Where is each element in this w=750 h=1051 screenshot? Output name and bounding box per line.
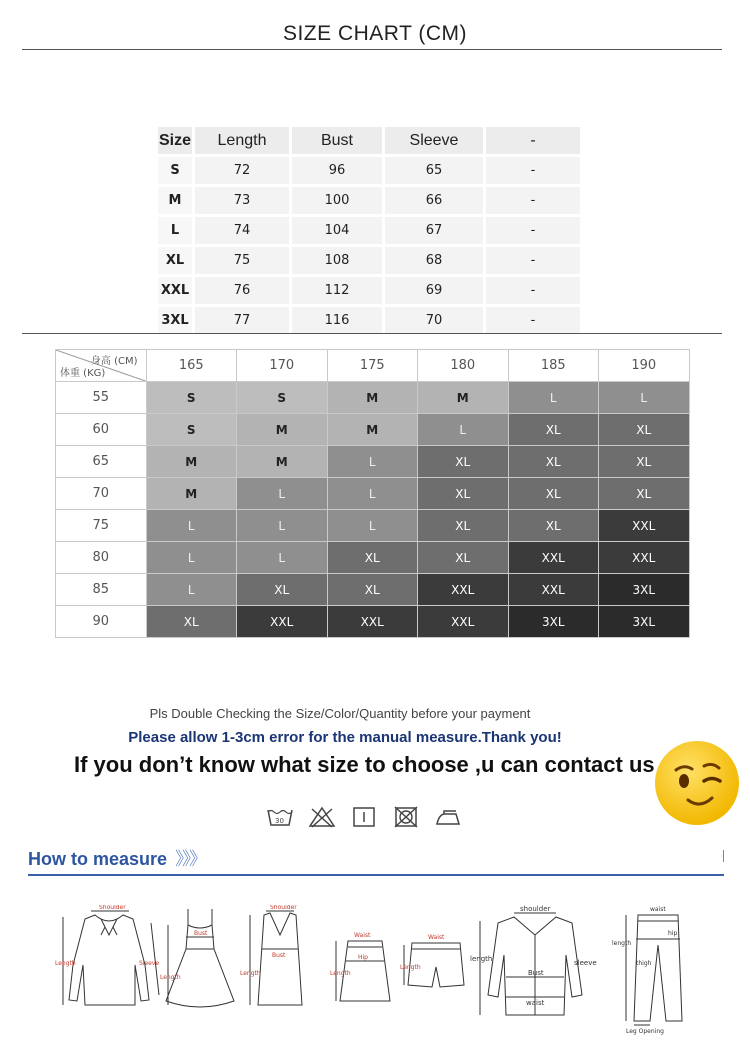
grid-row xyxy=(56,446,690,478)
bust-cell: 108 xyxy=(292,247,382,274)
length-label: Length xyxy=(330,970,351,977)
sleeve-cell: 67 xyxy=(385,217,483,244)
grid-corner-cell xyxy=(56,350,147,382)
size-cell: M xyxy=(327,382,418,414)
sleeve-cell: 66 xyxy=(385,187,483,214)
size-cell: S xyxy=(237,382,328,414)
grid-row xyxy=(56,574,690,606)
extra-cell: - xyxy=(486,277,580,304)
header-cell: Bust xyxy=(292,127,382,154)
size-cell: XXL xyxy=(237,606,328,638)
size-cell: L xyxy=(237,478,328,510)
length-cell: 75 xyxy=(195,247,289,274)
iron-icon xyxy=(434,806,462,828)
sleeve-label: Sleeve xyxy=(139,960,160,967)
size-cell: XL xyxy=(508,446,599,478)
sleeve-cell: 70 xyxy=(385,307,483,334)
tumble-dry-icon xyxy=(350,806,378,828)
table-row xyxy=(158,277,580,304)
section-divider xyxy=(22,333,722,334)
length-cell: 73 xyxy=(195,187,289,214)
sleeve-cell: 69 xyxy=(385,277,483,304)
size-cell: XXL xyxy=(599,510,690,542)
sleeve-label: sleeve xyxy=(574,959,597,967)
page-title xyxy=(0,22,750,46)
weight-axis-label: 体重 (KG) xyxy=(60,368,106,379)
how-to-measure-heading xyxy=(28,845,205,871)
bust-cell: 96 xyxy=(292,157,382,184)
height-header: 165 xyxy=(146,350,237,382)
size-cell: L xyxy=(146,542,237,574)
bust-cell: 112 xyxy=(292,277,382,304)
size-cell: L xyxy=(146,574,237,606)
size-cell: L xyxy=(158,217,192,244)
bust-cell: 100 xyxy=(292,187,382,214)
header-cell: Sleeve xyxy=(385,127,483,154)
title-unit: (CM) xyxy=(418,22,468,45)
bust-label: Bust xyxy=(194,930,208,937)
size-cell: XL xyxy=(599,446,690,478)
size-cell: XL xyxy=(158,247,192,274)
no-dry-clean-icon xyxy=(392,806,420,828)
table-row xyxy=(158,157,580,184)
size-cell: M xyxy=(327,414,418,446)
sleeve-cell: 68 xyxy=(385,247,483,274)
weight-cell: 55 xyxy=(56,382,147,414)
grid-row xyxy=(56,510,690,542)
how-to-measure-divider xyxy=(28,874,724,876)
bust-cell: 116 xyxy=(292,307,382,334)
chevron-arrows-icon: 》》》 xyxy=(175,849,206,869)
thigh-label: thigh xyxy=(636,960,652,967)
length-label: Length xyxy=(55,960,76,967)
leg-opening-label: Leg Opening xyxy=(626,1028,664,1035)
dress-measure-illustration xyxy=(160,905,240,1015)
size-cell: XXL xyxy=(418,574,509,606)
skirt-measure-illustration xyxy=(330,905,400,1015)
grid-header-row xyxy=(56,350,690,382)
length-cell: 76 xyxy=(195,277,289,304)
height-header: 175 xyxy=(327,350,418,382)
grid-row xyxy=(56,478,690,510)
size-cell: XXL xyxy=(418,606,509,638)
size-cell: XL xyxy=(146,606,237,638)
table-row xyxy=(158,247,580,274)
size-cell: XL xyxy=(237,574,328,606)
size-cell: XXL xyxy=(327,606,418,638)
length-cell: 74 xyxy=(195,217,289,244)
table-row xyxy=(158,217,580,244)
size-cell: M xyxy=(237,446,328,478)
no-bleach-icon xyxy=(308,806,336,828)
size-cell: XL xyxy=(418,542,509,574)
waist-label: waist xyxy=(526,999,545,1007)
size-table-header xyxy=(158,127,580,154)
header-cell: Size xyxy=(158,127,192,154)
vest-top-measure-illustration xyxy=(240,905,320,1015)
height-header: 170 xyxy=(237,350,328,382)
size-cell: XL xyxy=(327,574,418,606)
bust-cell: 104 xyxy=(292,217,382,244)
size-cell: S xyxy=(146,382,237,414)
size-cell: L xyxy=(237,542,328,574)
size-measurement-table xyxy=(155,124,583,337)
size-cell: 3XL xyxy=(599,606,690,638)
size-cell: L xyxy=(418,414,509,446)
size-cell: XL xyxy=(508,478,599,510)
weight-cell: 85 xyxy=(56,574,147,606)
wash-30-icon xyxy=(266,806,294,828)
size-cell: S xyxy=(146,414,237,446)
grid-row xyxy=(56,382,690,414)
blouse-measure-illustration xyxy=(55,905,165,1015)
weight-cell: 80 xyxy=(56,542,147,574)
weight-cell: 60 xyxy=(56,414,147,446)
size-cell: XL xyxy=(418,510,509,542)
size-cell: L xyxy=(327,510,418,542)
care-icons-row xyxy=(266,806,462,828)
title-divider xyxy=(22,49,722,50)
extra-cell: - xyxy=(486,307,580,334)
waist-label: waist xyxy=(650,906,666,913)
wash-temp-label: 30 xyxy=(275,817,284,825)
bust-label: Bust xyxy=(528,969,544,977)
how-to-measure-title: How to measure xyxy=(28,849,168,869)
shoulder-label: shoulder xyxy=(520,905,551,913)
extra-cell: - xyxy=(486,157,580,184)
size-cell: L xyxy=(146,510,237,542)
length-label: Length xyxy=(160,974,181,981)
waist-label: Waist xyxy=(428,934,445,941)
extra-cell: - xyxy=(486,217,580,244)
shoulder-label: Shoulder xyxy=(270,905,297,911)
size-cell: L xyxy=(327,478,418,510)
size-cell: XL xyxy=(599,414,690,446)
length-label: length xyxy=(470,955,493,963)
size-cell: XL xyxy=(418,446,509,478)
contact-us-note: If you don’t know what size to choose ,u can contact us xyxy=(74,752,655,777)
size-cell: 3XL xyxy=(599,574,690,606)
bust-label: Bust xyxy=(272,952,286,959)
shoulder-label: Shoulder xyxy=(99,905,126,911)
size-cell: XL xyxy=(599,478,690,510)
size-cell: XXL xyxy=(158,277,192,304)
size-cell: M xyxy=(146,478,237,510)
title-main: SIZE CHART xyxy=(282,22,413,45)
size-cell: L xyxy=(237,510,328,542)
size-cell: M xyxy=(237,414,328,446)
size-cell: XL xyxy=(508,510,599,542)
weight-cell: 70 xyxy=(56,478,147,510)
header-cell: Length xyxy=(195,127,289,154)
size-cell: XL xyxy=(418,478,509,510)
extra-cell: - xyxy=(486,187,580,214)
size-cell: M xyxy=(158,187,192,214)
size-cell: M xyxy=(146,446,237,478)
double-check-note: Pls Double Checking the Size/Color/Quantity before your payment xyxy=(149,706,531,721)
hip-label: Hip xyxy=(358,954,368,961)
grid-row xyxy=(56,542,690,574)
size-cell: XXL xyxy=(508,574,599,606)
size-cell: L xyxy=(599,382,690,414)
waist-label: Waist xyxy=(354,932,371,939)
height-header: 180 xyxy=(418,350,509,382)
grid-row xyxy=(56,606,690,638)
weight-cell: 75 xyxy=(56,510,147,542)
length-label: Length xyxy=(240,970,261,977)
length-cell: 72 xyxy=(195,157,289,184)
table-row xyxy=(158,307,580,334)
height-weight-size-grid xyxy=(55,349,690,638)
winking-emoji-icon xyxy=(654,740,740,826)
length-cell: 77 xyxy=(195,307,289,334)
height-axis-label: 身高 (CM) xyxy=(90,356,138,367)
size-cell: XXL xyxy=(508,542,599,574)
heading-tick xyxy=(723,850,724,862)
size-cell: XXL xyxy=(599,542,690,574)
measure-error-note: Please allow 1-3cm error for the manual measure.Thank you! xyxy=(128,729,562,746)
shorts-measure-illustration xyxy=(400,905,470,1015)
size-cell: L xyxy=(508,382,599,414)
weight-cell: 65 xyxy=(56,446,147,478)
size-cell: 3XL xyxy=(508,606,599,638)
table-row xyxy=(158,187,580,214)
hip-label: hip xyxy=(668,930,678,937)
size-cell: L xyxy=(327,446,418,478)
header-cell: - xyxy=(486,127,580,154)
size-cell: XL xyxy=(508,414,599,446)
pants-measure-illustration xyxy=(612,905,702,1035)
length-label: Length xyxy=(400,964,421,971)
weight-cell: 90 xyxy=(56,606,147,638)
length-label: length xyxy=(612,940,632,947)
size-cell: S xyxy=(158,157,192,184)
height-header: 185 xyxy=(508,350,599,382)
grid-row xyxy=(56,414,690,446)
sleeve-cell: 65 xyxy=(385,157,483,184)
size-cell: XL xyxy=(327,542,418,574)
size-cell: M xyxy=(418,382,509,414)
extra-cell: - xyxy=(486,247,580,274)
size-cell: 3XL xyxy=(158,307,192,334)
jacket-measure-illustration xyxy=(470,905,600,1025)
height-header: 190 xyxy=(599,350,690,382)
